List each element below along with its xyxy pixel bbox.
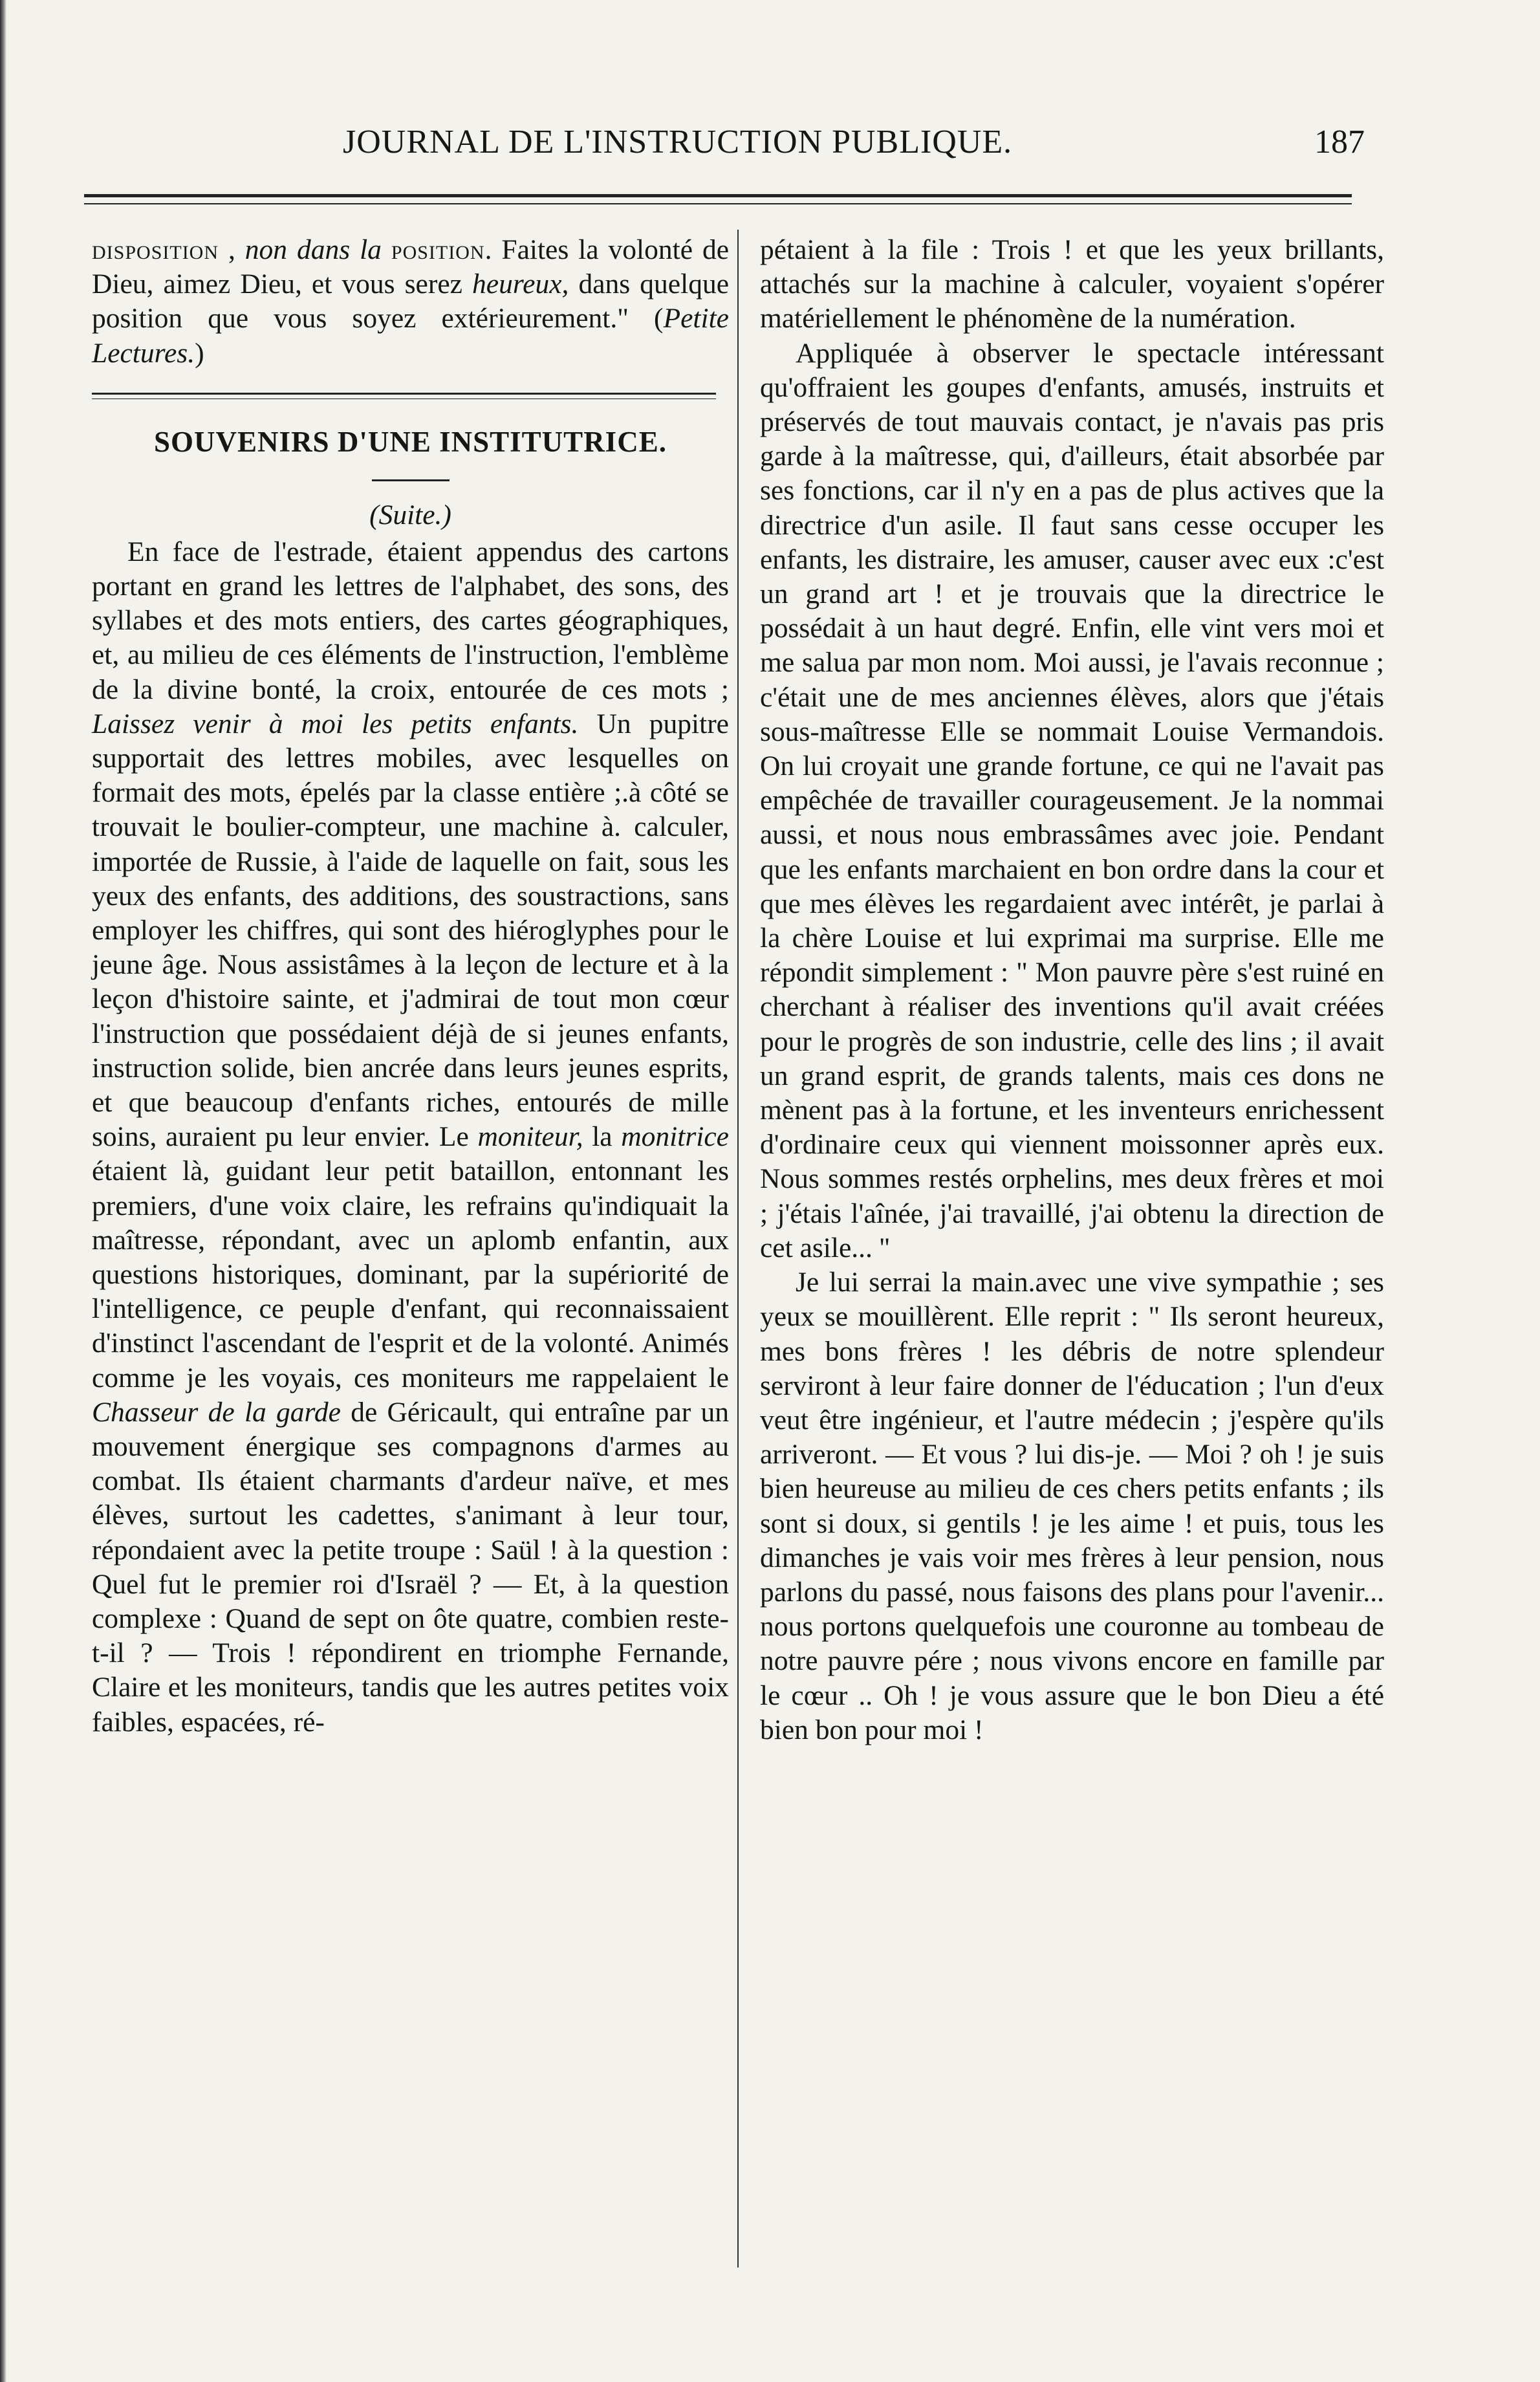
running-title: JOURNAL DE L'INSTRUCTION PUBLIQUE. [343, 124, 1013, 160]
intro-text: . Faites la volonté de Dieu, aimez Dieu, et vous serez [92, 234, 730, 300]
body-paragraph: Je lui serrai la main.avec une vive sympathie ; ses yeux se mouillèrent. Elle reprit : " Ils seront heureux, mes bons frères ! les débris de notre splendeur serviront à leur faire donner de l'éducation ; l'un d'eux veut être ingénieur, et l'autre médecin ; j'espère qu'ils arriveront. — Et vous ? lui dis-je. — Moi ? oh ! je suis bien heureuse au milieu de ces chers petits enfants ; ils sont si doux, si gentils ! je les aime ! et puis, tous les dimanches je vais voir mes frères à leur pension, nous parlons du passé, nous faisons des plans pour l'avenir... nous portons quelquefois une couronne au tombeau de notre pauvre pére ; nous vivons encore en famille par le cœur .. Oh ! je vous assure que le bon Dieu a été bien bon pour moi ! [760, 1267, 1384, 1745]
intro-text: heureux, [472, 268, 569, 300]
body-text: étaient là, guidant leur petit bataillon, entonnant les premiers, d'une voix claire, les refrains qu'indiquait la maîtresse, répondant, avec un aplomb enfantin, aux questions historiques, dominant, par la supériorité de l'intelligence, ce peuple d'enfant, qui reconnaissaient d'instinct l'ascendant de l'esprit et de la volonté. Animés comme je les voyais, ces moniteurs me rappelaient le [92, 1155, 729, 1393]
intro-paragraph [92, 233, 729, 371]
body-text: Un pupitre supportait des lettres mobiles, avec lesquelles on formait des mots, épelés par la classe entière ;.à côté se trouvait le boulier-compteur, une machine à. calculer, importée de Russie, à l'aide de laquelle on fait, sous les yeux des enfants, des additions, des soustractions, sans employer les chiffres, qui sont des hiéroglyphes pour le jeune âge. Nous assistâmes à la leçon de lecture et à la leçon d'histoire sainte, et j'admirai de tout mon cœur l'instruction que possédaient déjà de si jeunes enfants, instruction solide, bien ancrée dans leurs jeunes esprits, et que beaucoup d'enfants riches, entourés de mille soins, auraient pu leur envier. Le [92, 708, 729, 1153]
intro-text [382, 234, 391, 265]
intro-source: Petite Lectures. [92, 303, 729, 369]
intro-text: disposition [92, 234, 219, 265]
left-column [92, 233, 729, 1740]
page-edge-shadow [0, 0, 6, 2382]
running-header [84, 123, 1391, 175]
right-column [760, 233, 1384, 1747]
body-text: moniteur, [477, 1121, 583, 1153]
page-number: 187 [1314, 124, 1365, 160]
intro-text: dans quelque position que vous soyez extérieurement." ( [92, 268, 729, 334]
body-paragraph: Appliquée à observer le spectacle intéressant qu'offraient les goupes d'enfants, amusés, instruits et préservés de tout mauvais contact, je n'avais pas pris garde à la maîtresse, qui, d'ailleurs, était absorbée par ses fonctions, car il n'y en a pas de plus actives que la directrice d'un asile. Il faut sans cesse occuper les enfants, les distraire, les amuser, causer avec eux :c'est un grand art ! et je trouvais que la directrice le possédait à un haut degré. Enfin, elle vint vers moi et me salua par mon nom. Moi aussi, je l'avais reconnue ; c'était une de mes anciennes élèves, alors que j'étais sous-maîtresse Elle se nommait Louise Vermandois. On lui croyait une grande fortune, ce qui ne l'avait pas empêchée de travailler courageusement. Je la nommai aussi, et nous nous embrassâmes avec joie. Pendant que les enfants marchaient en bon ordre dans la cour et que mes élèves les regardaient avec intérêt, je parlai à la chère Louise et lui exprimai ma surprise. Elle me répondit simplement : " Mon pauvre père s'est ruiné en cherchant à réaliser des inventions qu'il avait créées pour le progrès de son industrie, celle des lins ; il avait un grand esprit, de grands talents, mais ces dons ne mènent pas à la fortune, et les inventeurs enrichessent d'ordinaire ceux qui viennent moissonner après eux. Nous sommes restés orphelins, mes deux frères et moi ; j'étais l'aînée, j'ai travaillé, j'ai obtenu la direction de cet asile... '' [760, 337, 1384, 1263]
intro-text: position [391, 234, 485, 265]
body-text: Chasseur de la garde [92, 1396, 341, 1428]
body-text: de Géricault, qui entraîne par un mouvement énergique ses compagnons d'armes au combat. Ils étaient charmants d'ardeur naïve, et mes élèves, surtout les cadettes, s'animant à leur tour, répondaient avec la petite troupe : Saül ! à la question : Quel fut le premier roi d'Israël ? — Et, à la question complexe : Quand de sept on ôte quatre, combien reste-t-il ? — Trois ! répondirent en triomphe Fernande, Claire et les moniteurs, tandis que les autres petites voix faibles, espacées, ré- [92, 1396, 729, 1738]
body-text: monitrice [621, 1121, 729, 1153]
header-rule-thick [84, 194, 1352, 197]
body-text: Laissez venir à moi les petits enfants. [92, 708, 579, 739]
body-text: la [583, 1121, 622, 1153]
body-paragraph: pétaient à la file : Trois ! et que les yeux brillants, attachés sur la machine à calculer, voyaient s'opérer matériellement le phénomène de la numération. [760, 234, 1384, 334]
section-title: SOUVENIRS D'UNE INSTITUTRICE. [154, 426, 667, 459]
suite-label: (Suite.) [369, 499, 451, 530]
body-text: En face de l'estrade, étaient appendus des cartons portant en grand les lettres de l'alphabet, des sons, des syllabes et des mots entiers, des cartes géographiques, et, au milieu de ces éléments de l'instruction, l'emblème de la divine bonté, la croix, entourée de ces mots ; [92, 536, 729, 705]
intro-text: non dans la [244, 234, 382, 265]
column-divider [737, 230, 739, 2267]
section-rule [92, 399, 716, 400]
intro-text: , [219, 234, 245, 265]
header-rule-thin [84, 203, 1352, 204]
intro-text: ) [195, 337, 204, 369]
short-rule [372, 479, 450, 481]
body-paragraph [92, 535, 729, 1740]
section-rule [92, 393, 716, 395]
